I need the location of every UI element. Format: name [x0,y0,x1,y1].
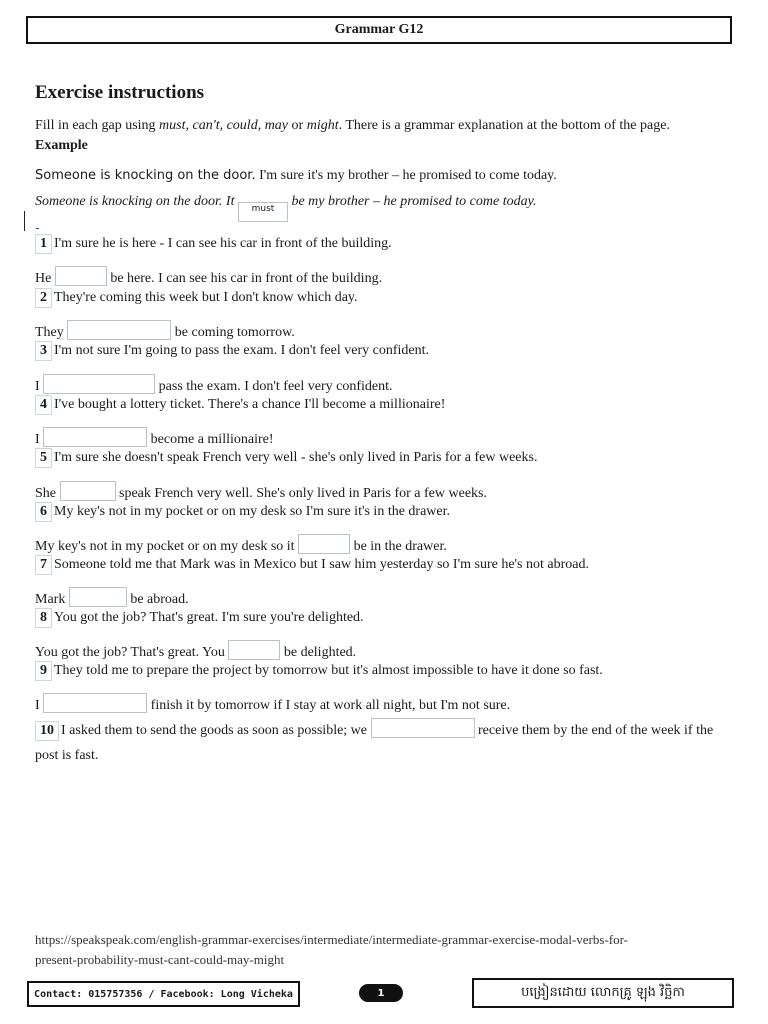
question-6-prompt: 6 My key's not in my pocket or on my desk so I'm sure it's in the drawer. [35,502,450,522]
page-number: 1 [359,984,403,1002]
instructions-heading: Exercise instructions [35,82,205,103]
example-sentence: Someone is knocking on the door. I'm sure it's my brother – he promised to come today. [35,168,557,183]
answer-input-7[interactable] [69,587,127,607]
answer-input-1[interactable] [55,266,107,286]
answer-input-6[interactable] [298,534,350,554]
question-5-answer-line: She speak French very well. She's only lived in Paris for a few weeks. [35,481,487,502]
question-4-prompt: 4 I've bought a lottery ticket. There's a chance I'll become a millionaire! [35,395,445,415]
question-number: 1 [35,234,52,254]
example-answer-box: must [238,202,288,222]
divider-mark [36,228,39,229]
contact-text: Contact: 015757356 / Facebook: Long Vicheka [34,988,293,1000]
answer-input-3[interactable] [43,374,155,394]
question-9-answer-line: I finish it by tomorrow if I stay at work all night, but I'm not sure. [35,693,510,714]
question-7-prompt: 7 Someone told me that Mark was in Mexico but I saw him yesterday so I'm sure he's not abroad. [35,555,589,575]
question-3-prompt: 3 I'm not sure I'm going to pass the exam. I don't feel very confident. [35,341,429,361]
example-rewrite: Someone is knocking on the door. It must be my brother – he promised to come today. [35,194,537,222]
question-number: 3 [35,341,52,361]
question-10-prompt: 10 I asked them to send the goods as soon as possible; we receive them by the end of the week if the [35,718,713,741]
question-6-answer-line: My key's not in my pocket or on my desk so it be in the drawer. [35,534,447,555]
question-number: 8 [35,608,52,628]
contact-box [27,981,300,1007]
question-number: 5 [35,448,52,468]
answer-input-5[interactable] [60,481,116,501]
question-8-answer-line: You got the job? That's great. You be delighted. [35,640,356,661]
instructions-text: Fill in each gap using must, can't, could, may or might. There is a grammar explanation at the bottom of the page. [35,118,670,133]
page-title: Grammar G12 [334,22,424,37]
modal-list: must, can't, could, may [159,118,289,133]
question-number: 10 [35,721,59,741]
answer-input-9[interactable] [43,693,147,713]
answer-input-10[interactable] [371,718,475,738]
question-4-answer-line: I become a millionaire! [35,427,274,448]
teacher-name: បង្រៀនដោយ លោកគ្រូ ឡុង វិចិ្ឆកា [521,984,685,1000]
question-1-prompt: 1 I'm sure he is here - I can see his car in front of the building. [35,234,392,254]
answer-input-8[interactable] [228,640,280,660]
question-number: 7 [35,555,52,575]
question-3-answer-line: I pass the exam. I don't feel very confident. [35,374,393,395]
question-number: 6 [35,502,52,522]
question-8-prompt: 8 You got the job? That's great. I'm sure you're delighted. [35,608,364,628]
question-9-prompt: 9 They told me to prepare the project by tomorrow but it's almost impossible to have it done so fast. [35,661,603,681]
question-number: 2 [35,288,52,308]
question-5-prompt: 5 I'm sure she doesn't speak French very well - she's only lived in Paris for a few weeks. [35,448,537,468]
question-number: 4 [35,395,52,415]
question-number: 9 [35,661,52,681]
question-7-answer-line: Mark be abroad. [35,587,189,608]
question-2-answer-line: They be coming tomorrow. [35,320,295,341]
question-1-answer-line: He be here. I can see his car in front of the building. [35,266,382,287]
source-url[interactable]: https://speakspeak.com/english-grammar-exercises/intermediate/intermediate-grammar-exercise-modal-verbs-for- present-probability-must-cant-could-may-might [35,932,628,967]
modal-might: might [306,118,339,133]
answer-input-4[interactable] [43,427,147,447]
answer-input-2[interactable] [67,320,171,340]
question-2-prompt: 2 They're coming this week but I don't know which day. [35,288,358,308]
teacher-box [472,978,734,1008]
page-title-box [26,16,732,44]
example-label: Example [35,138,88,153]
text-cursor [24,211,25,231]
question-10-continuation: post is fast. [35,748,99,763]
